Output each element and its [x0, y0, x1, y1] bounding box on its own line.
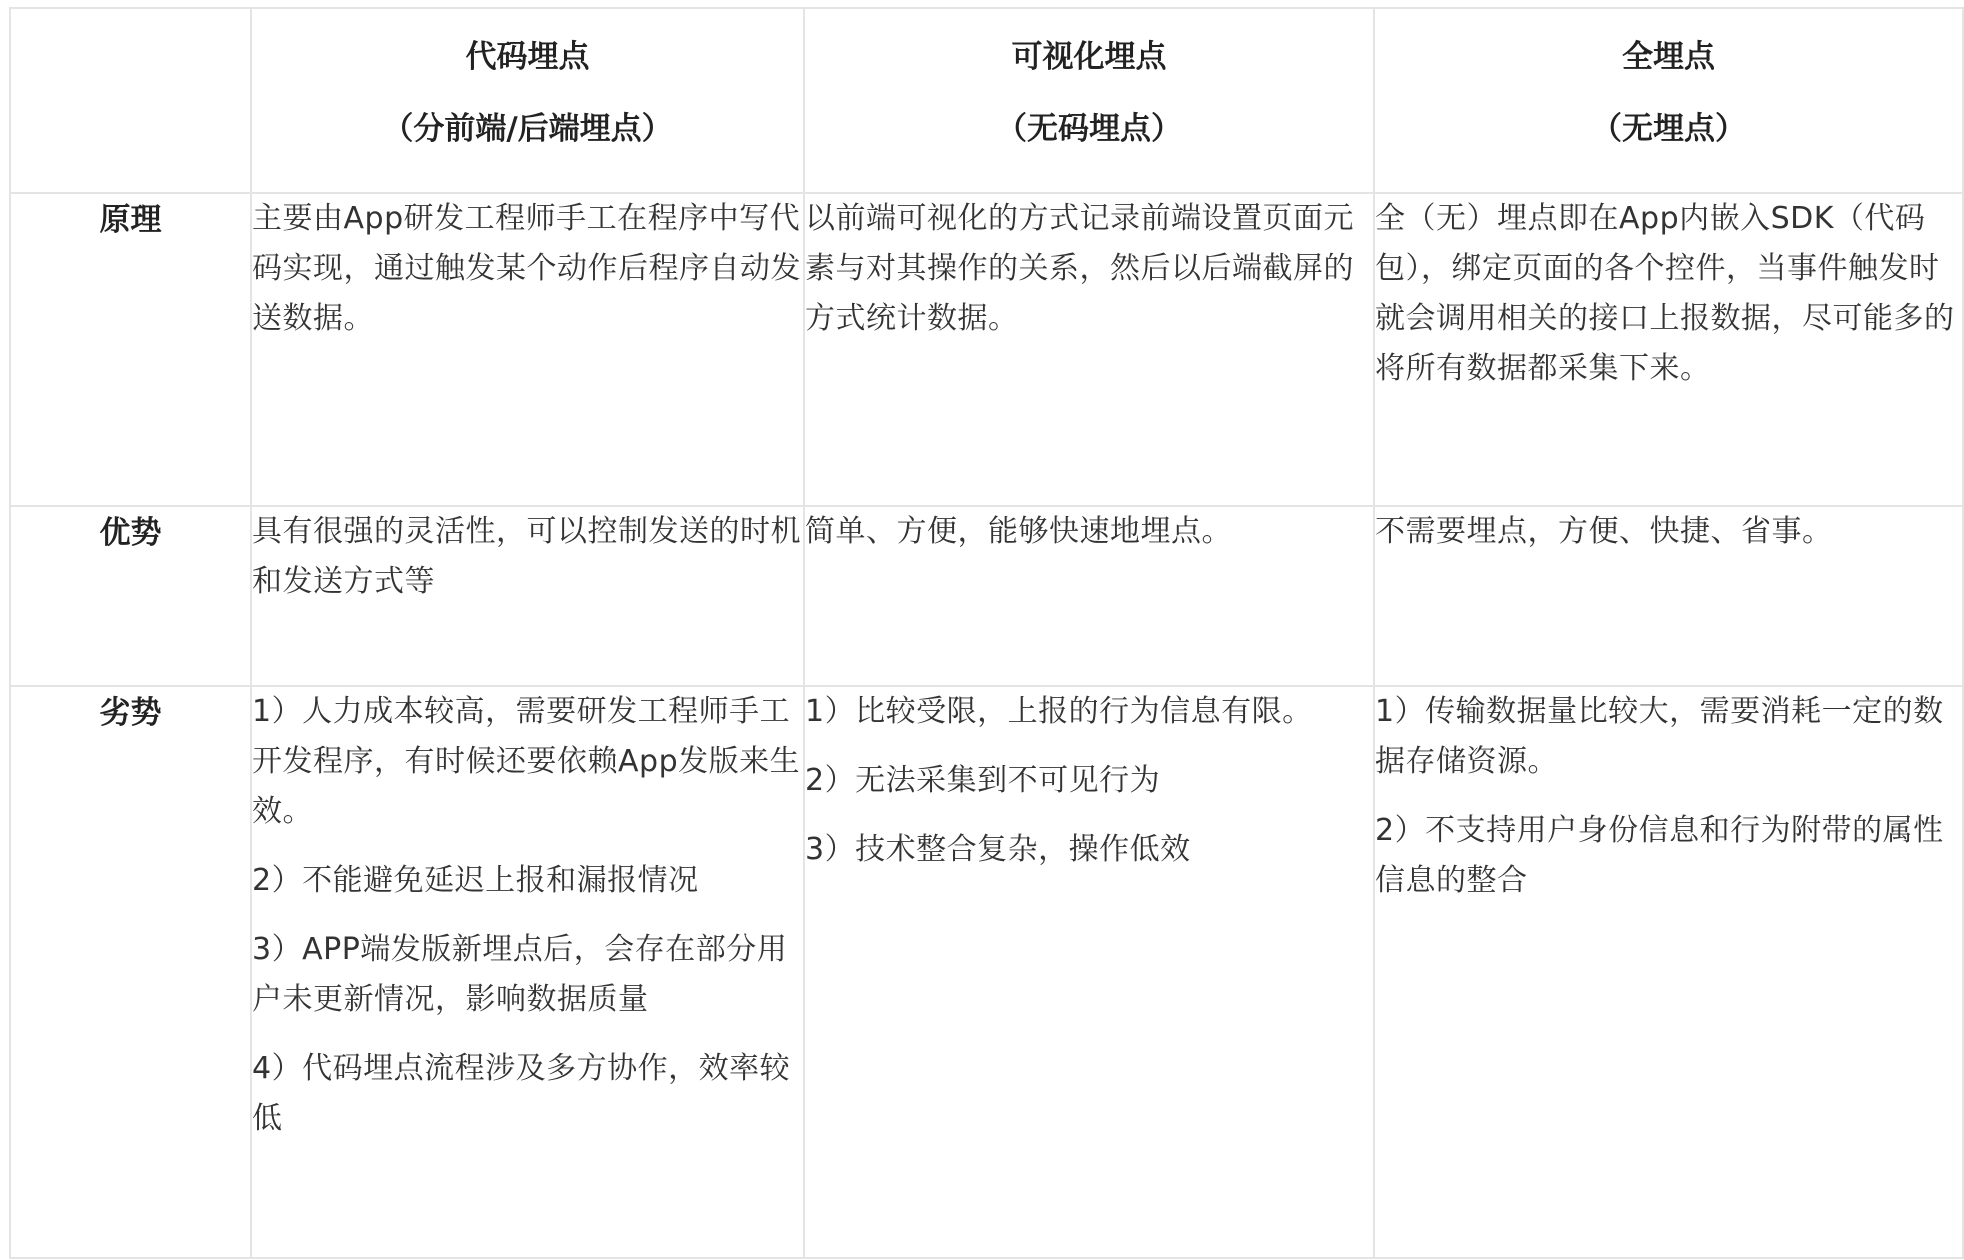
column-title: 可视化埋点 [1011, 39, 1167, 75]
list-item: 2）不支持用户身份信息和行为附带的属性信息的整合 [1375, 813, 1944, 898]
table-row-disadvantage [10, 686, 1963, 1258]
principle-cell-full [1374, 193, 1963, 506]
list-item: 1）人力成本较高，需要研发工程师手工开发程序，有时候还要依赖App发版来生效。 [252, 694, 801, 829]
column-title: 代码埋点 [465, 39, 590, 75]
table-row-principle [10, 193, 1963, 506]
disadvantage-cell-full [1374, 686, 1963, 1258]
column-subtitle: （分前端/后端埋点） [382, 111, 673, 147]
cell-text: 简单、方便，能够快速地埋点。 [805, 514, 1232, 549]
principle-cell-visual [804, 193, 1374, 506]
advantage-cell-full [1374, 506, 1963, 686]
comparison-table [9, 7, 1964, 1259]
advantage-cell-visual [804, 506, 1374, 686]
cell-text: 以前端可视化的方式记录前端设置页面元素与对其操作的关系，然后以后端截屏的方式统计数据。 [805, 201, 1354, 336]
cell-text: 主要由App研发工程师手工在程序中写代码实现，通过触发某个动作后程序自动发送数据。 [252, 201, 801, 336]
list-item: 1）比较受限，上报的行为信息有限。 [805, 694, 1313, 729]
column-subtitle: （无码埋点） [996, 111, 1182, 147]
corner-cell [10, 8, 251, 193]
advantage-cell-code [251, 506, 804, 686]
list-item: 1）传输数据量比较大，需要消耗一定的数据存储资源。 [1375, 694, 1944, 779]
table-header-row [10, 8, 1963, 193]
cell-text: 具有很强的灵活性，可以控制发送的时机和发送方式等 [252, 514, 801, 599]
column-subtitle: （无埋点） [1591, 111, 1746, 147]
disadvantage-cell-code [251, 686, 804, 1258]
row-label-advantage: 优势 [10, 506, 251, 686]
column-header-code-tracking [251, 8, 804, 193]
list-item: 2）无法采集到不可见行为 [805, 763, 1161, 798]
column-header-visual-tracking [804, 8, 1374, 193]
principle-cell-code [251, 193, 804, 506]
cell-text: 不需要埋点，方便、快捷、省事。 [1375, 514, 1833, 549]
cell-text: 全（无）埋点即在App内嵌入SDK（代码包），绑定页面的各个控件，当事件触发时就会调用相关的接口上报数据，尽可能多的将所有数据都采集下来。 [1375, 201, 1955, 386]
row-label-principle: 原理 [10, 193, 251, 506]
list-item: 2）不能避免延迟上报和漏报情况 [252, 863, 699, 898]
list-item: 4）代码埋点流程涉及多方协作，效率较低 [252, 1051, 791, 1136]
table-row-advantage [10, 506, 1963, 686]
column-header-full-tracking [1374, 8, 1963, 193]
column-title: 全埋点 [1622, 39, 1715, 75]
list-item: 3）技术整合复杂，操作低效 [805, 832, 1191, 867]
list-item: 3）APP端发版新埋点后，会存在部分用户未更新情况，影响数据质量 [252, 932, 788, 1017]
row-label-disadvantage: 劣势 [10, 686, 251, 1258]
disadvantage-cell-visual [804, 686, 1374, 1258]
